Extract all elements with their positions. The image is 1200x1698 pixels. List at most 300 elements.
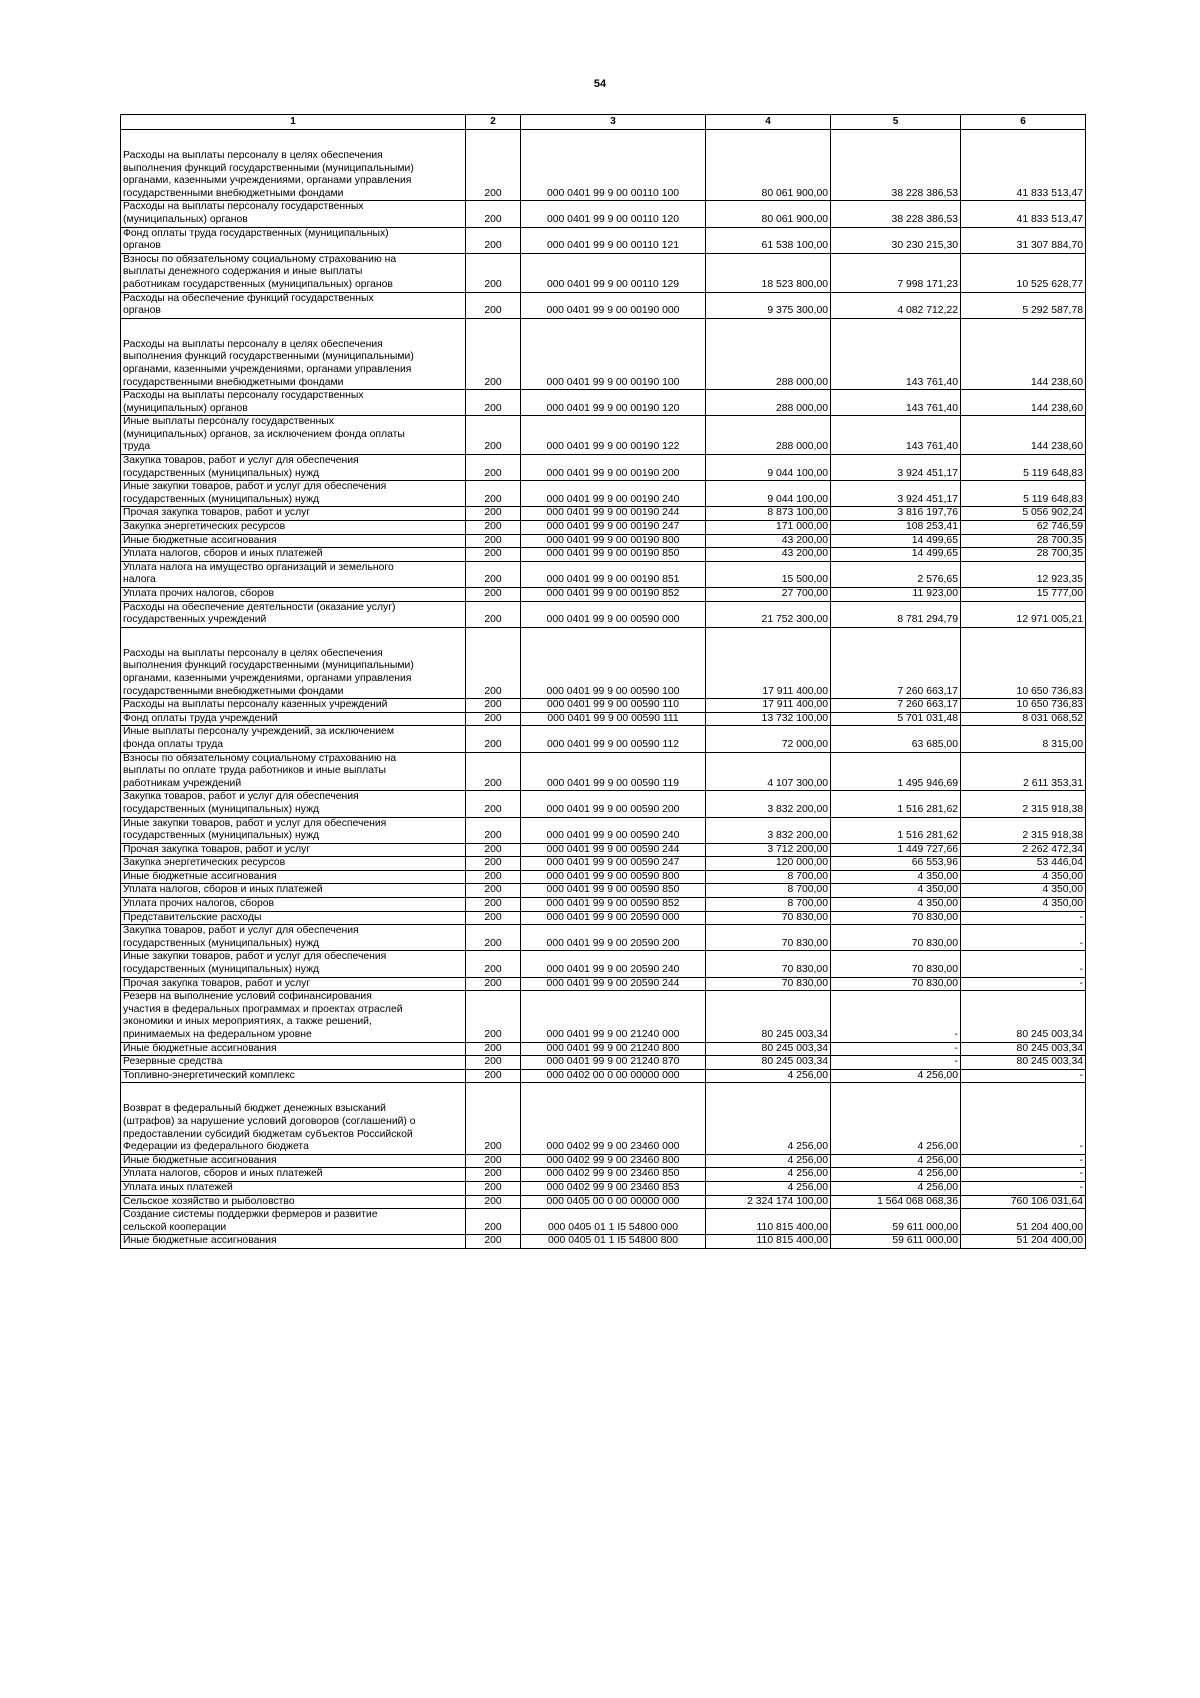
budget-classification-code-cell: 000 0405 01 1 I5 54800 800	[521, 1235, 706, 1249]
executed-amount-cell: 5 701 031,48	[831, 712, 961, 726]
unexecuted-amount-cell: 5 119 648,83	[961, 455, 1086, 481]
expense-name-cell	[121, 817, 466, 843]
expense-name-cell	[121, 1235, 466, 1249]
expense-name-text: Создание системы поддержки фермеров и развитие сельской кооперации	[123, 1209, 378, 1233]
unexecuted-amount-cell: 10 650 736,83	[961, 699, 1086, 713]
executed-amount-cell: -	[831, 1042, 961, 1056]
table-row	[121, 521, 1086, 535]
expense-name-cell	[121, 1154, 466, 1168]
executed-amount-cell: 14 499,65	[831, 534, 961, 548]
budget-classification-code-cell: 000 0401 99 9 00 00110 121	[521, 227, 706, 253]
expense-name-cell	[121, 1195, 466, 1209]
admin-code-cell: 200	[466, 1154, 521, 1168]
admin-code-cell: 200	[466, 627, 521, 698]
admin-code-cell: 200	[466, 991, 521, 1042]
expense-name-cell	[121, 977, 466, 991]
unexecuted-amount-cell: 12 923,35	[961, 561, 1086, 587]
executed-amount-cell: 70 830,00	[831, 951, 961, 977]
admin-code-cell: 200	[466, 521, 521, 535]
expense-name-text: Иные выплаты персоналу государственных (муниципальных) органов, за исключением фонда оплаты труда	[123, 416, 405, 453]
approved-amount-cell: 72 000,00	[706, 726, 831, 752]
expense-name-cell	[121, 911, 466, 925]
expense-name-cell	[121, 699, 466, 713]
approved-amount-cell: 80 245 003,34	[706, 1056, 831, 1070]
expense-name-text: Расходы на выплаты персоналу государственных (муниципальных) органов	[123, 390, 364, 414]
approved-amount-cell: 43 200,00	[706, 534, 831, 548]
budget-classification-code-cell: 000 0401 99 9 00 00590 852	[521, 898, 706, 912]
approved-amount-cell: 110 815 400,00	[706, 1209, 831, 1235]
budget-classification-code-cell: 000 0401 99 9 00 00590 112	[521, 726, 706, 752]
executed-amount-cell: 1 564 068 068,36	[831, 1195, 961, 1209]
expense-name-cell	[121, 925, 466, 951]
unexecuted-amount-cell: 10 650 736,83	[961, 627, 1086, 698]
expense-name-text: Иные закупки товаров, работ и услуг для обеспечения государственных (муниципальных) нужд	[123, 481, 387, 505]
unexecuted-amount-cell: -	[961, 1154, 1086, 1168]
expense-name-cell	[121, 1209, 466, 1235]
admin-code-cell: 200	[466, 1235, 521, 1249]
executed-amount-cell: 2 576,65	[831, 561, 961, 587]
executed-amount-cell: 143 761,40	[831, 318, 961, 389]
approved-amount-cell: 17 911 400,00	[706, 627, 831, 698]
expense-name-text: Иные закупки товаров, работ и услуг для обеспечения государственных (муниципальных) нужд	[123, 817, 387, 842]
unexecuted-amount-cell: 5 119 648,83	[961, 481, 1086, 507]
unexecuted-amount-cell: -	[961, 1181, 1086, 1195]
expense-name-cell	[121, 870, 466, 884]
expense-name-text: Закупка товаров, работ и услуг для обеспечения государственных (муниципальных) нужд	[123, 925, 359, 949]
budget-classification-code-cell: 000 0401 99 9 00 00190 850	[521, 548, 706, 562]
budget-classification-code-cell: 000 0401 99 9 00 00190 100	[521, 318, 706, 389]
budget-classification-code-cell: 000 0401 99 9 00 21240 000	[521, 991, 706, 1042]
budget-classification-code-cell: 000 0401 99 9 00 00590 850	[521, 884, 706, 898]
column-header-6: 6	[961, 115, 1086, 130]
admin-code-cell: 200	[466, 455, 521, 481]
executed-amount-cell: 38 228 386,53	[831, 201, 961, 227]
expense-name-text: Закупка энергетических ресурсов	[123, 521, 286, 533]
expense-name-text: Расходы на выплаты персоналу в целях обеспечения выполнения функций государственными (муниципальными) органами, казенными учреждениями, органами управления государственными внебюджетными фондами	[123, 150, 414, 199]
expense-name-text: Резерв на выполнение условий софинансирования участия в федеральных программах и проектах отраслей экономики и иных мероприятиях, а также решений, принимаемых на федеральном уровне	[123, 991, 403, 1040]
table-row	[121, 884, 1086, 898]
executed-amount-cell: 14 499,65	[831, 548, 961, 562]
expense-name-cell	[121, 1181, 466, 1195]
expense-name-cell	[121, 601, 466, 627]
approved-amount-cell: 288 000,00	[706, 416, 831, 455]
executed-amount-cell: 66 553,96	[831, 857, 961, 871]
executed-amount-cell: 4 256,00	[831, 1069, 961, 1083]
approved-amount-cell: 9 044 100,00	[706, 455, 831, 481]
executed-amount-cell: 4 256,00	[831, 1168, 961, 1182]
budget-classification-code-cell: 000 0401 99 9 00 21240 870	[521, 1056, 706, 1070]
unexecuted-amount-cell: 2 262 472,34	[961, 843, 1086, 857]
approved-amount-cell: 80 061 900,00	[706, 201, 831, 227]
approved-amount-cell: 4 256,00	[706, 1083, 831, 1154]
executed-amount-cell: 3 816 197,76	[831, 507, 961, 521]
executed-amount-cell: 108 253,41	[831, 521, 961, 535]
approved-amount-cell: 8 700,00	[706, 870, 831, 884]
executed-amount-cell: 1 516 281,62	[831, 791, 961, 817]
unexecuted-amount-cell: 2 315 918,38	[961, 791, 1086, 817]
table-row	[121, 870, 1086, 884]
expense-name-cell	[121, 130, 466, 201]
admin-code-cell: 200	[466, 898, 521, 912]
approved-amount-cell: 171 000,00	[706, 521, 831, 535]
table-row	[121, 627, 1086, 698]
budget-classification-code-cell: 000 0401 99 9 00 00190 122	[521, 416, 706, 455]
admin-code-cell: 200	[466, 951, 521, 977]
expense-name-text: Расходы на выплаты персоналу казенных учреждений	[123, 699, 388, 711]
expense-name-text: Резервные средства	[123, 1056, 223, 1068]
budget-classification-code-cell: 000 0401 99 9 00 00110 100	[521, 130, 706, 201]
approved-amount-cell: 4 256,00	[706, 1181, 831, 1195]
table-row	[121, 548, 1086, 562]
table-row	[121, 791, 1086, 817]
table-row	[121, 712, 1086, 726]
table-header-row	[121, 115, 1086, 130]
expense-name-cell	[121, 201, 466, 227]
unexecuted-amount-cell: 53 446,04	[961, 857, 1086, 871]
expense-name-cell	[121, 318, 466, 389]
executed-amount-cell: 4 082 712,22	[831, 292, 961, 318]
expense-name-text: Возврат в федеральный бюджет денежных взысканий (штрафов) за нарушение условий договоров (соглашений) о предоставлении субсидий бюджетам субъектов Российской Федерации из федерального бюджета	[123, 1103, 416, 1153]
admin-code-cell: 200	[466, 130, 521, 201]
budget-classification-code-cell: 000 0405 00 0 00 00000 000	[521, 1195, 706, 1209]
unexecuted-amount-cell: 80 245 003,34	[961, 1056, 1086, 1070]
approved-amount-cell: 13 732 100,00	[706, 712, 831, 726]
expense-name-cell	[121, 898, 466, 912]
column-header-2: 2	[466, 115, 521, 130]
admin-code-cell: 200	[466, 318, 521, 389]
approved-amount-cell: 18 523 800,00	[706, 253, 831, 292]
expense-name-cell	[121, 1056, 466, 1070]
expense-name-cell	[121, 1042, 466, 1056]
expense-name-text: Уплата прочих налогов, сборов	[123, 898, 275, 910]
unexecuted-amount-cell: -	[961, 911, 1086, 925]
budget-classification-code-cell: 000 0401 99 9 00 00590 119	[521, 752, 706, 791]
table-row	[121, 130, 1086, 201]
executed-amount-cell: 63 685,00	[831, 726, 961, 752]
budget-execution-table	[120, 114, 1086, 1249]
expense-name-text: Иные бюджетные ассигнования	[123, 870, 277, 882]
expense-name-cell	[121, 752, 466, 791]
expense-name-text: Прочая закупка товаров, работ и услуг	[123, 507, 311, 519]
expense-name-cell	[121, 843, 466, 857]
table-row	[121, 1069, 1086, 1083]
unexecuted-amount-cell: 760 106 031,64	[961, 1195, 1086, 1209]
admin-code-cell: 200	[466, 843, 521, 857]
executed-amount-cell: 143 761,40	[831, 416, 961, 455]
column-header-5: 5	[831, 115, 961, 130]
budget-classification-code-cell: 000 0401 99 9 00 00190 000	[521, 292, 706, 318]
admin-code-cell: 200	[466, 416, 521, 455]
table-row	[121, 911, 1086, 925]
expense-name-cell	[121, 588, 466, 602]
admin-code-cell: 200	[466, 712, 521, 726]
table-row	[121, 390, 1086, 416]
admin-code-cell: 200	[466, 227, 521, 253]
admin-code-cell: 200	[466, 726, 521, 752]
executed-amount-cell: 7 260 663,17	[831, 627, 961, 698]
table-row	[121, 481, 1086, 507]
approved-amount-cell: 9 044 100,00	[706, 481, 831, 507]
expense-name-cell	[121, 951, 466, 977]
expense-name-cell	[121, 884, 466, 898]
column-header-3: 3	[521, 115, 706, 130]
admin-code-cell: 200	[466, 534, 521, 548]
expense-name-text: Уплата налогов, сборов и иных платежей	[123, 1168, 323, 1180]
table-row	[121, 455, 1086, 481]
approved-amount-cell: 8 700,00	[706, 884, 831, 898]
admin-code-cell: 200	[466, 925, 521, 951]
budget-classification-code-cell: 000 0401 99 9 00 00190 240	[521, 481, 706, 507]
expense-name-cell	[121, 627, 466, 698]
unexecuted-amount-cell: 10 525 628,77	[961, 253, 1086, 292]
approved-amount-cell: 8 873 100,00	[706, 507, 831, 521]
executed-amount-cell: 4 256,00	[831, 1154, 961, 1168]
executed-amount-cell: 59 611 000,00	[831, 1209, 961, 1235]
expense-name-text: Представительские расходы	[123, 911, 262, 923]
expense-name-text: Закупка товаров, работ и услуг для обеспечения государственных (муниципальных) нужд	[123, 455, 359, 479]
approved-amount-cell: 80 245 003,34	[706, 1042, 831, 1056]
approved-amount-cell: 2 324 174 100,00	[706, 1195, 831, 1209]
executed-amount-cell: 1 516 281,62	[831, 817, 961, 843]
budget-classification-code-cell: 000 0401 99 9 00 00590 200	[521, 791, 706, 817]
approved-amount-cell: 4 256,00	[706, 1154, 831, 1168]
approved-amount-cell: 4 107 300,00	[706, 752, 831, 791]
column-header-4: 4	[706, 115, 831, 130]
budget-classification-code-cell: 000 0401 99 9 00 00190 852	[521, 588, 706, 602]
table-row	[121, 1181, 1086, 1195]
expense-name-cell	[121, 1069, 466, 1083]
table-row	[121, 857, 1086, 871]
unexecuted-amount-cell: 80 245 003,34	[961, 1042, 1086, 1056]
executed-amount-cell: 4 350,00	[831, 898, 961, 912]
unexecuted-amount-cell: 15 777,00	[961, 588, 1086, 602]
table-row	[121, 1168, 1086, 1182]
expense-name-text: Топливно-энергетический комплекс	[123, 1069, 295, 1081]
unexecuted-amount-cell: -	[961, 1069, 1086, 1083]
table-row	[121, 588, 1086, 602]
table-row	[121, 991, 1086, 1042]
unexecuted-amount-cell: -	[961, 925, 1086, 951]
admin-code-cell: 200	[466, 857, 521, 871]
unexecuted-amount-cell: 80 245 003,34	[961, 991, 1086, 1042]
table-row	[121, 1083, 1086, 1154]
expense-name-cell	[121, 726, 466, 752]
expense-name-cell	[121, 991, 466, 1042]
page-number: 54	[593, 78, 607, 90]
unexecuted-amount-cell: -	[961, 1083, 1086, 1154]
budget-classification-code-cell: 000 0401 99 9 00 00590 000	[521, 601, 706, 627]
expense-name-text: Уплата налогов, сборов и иных платежей	[123, 884, 323, 896]
executed-amount-cell: 30 230 215,30	[831, 227, 961, 253]
table-row	[121, 201, 1086, 227]
budget-classification-code-cell: 000 0401 99 9 00 00190 200	[521, 455, 706, 481]
table-row	[121, 534, 1086, 548]
unexecuted-amount-cell: 28 700,35	[961, 534, 1086, 548]
executed-amount-cell: 8 781 294,79	[831, 601, 961, 627]
approved-amount-cell: 80 245 003,34	[706, 991, 831, 1042]
unexecuted-amount-cell: 144 238,60	[961, 318, 1086, 389]
executed-amount-cell: 11 923,00	[831, 588, 961, 602]
approved-amount-cell: 80 061 900,00	[706, 130, 831, 201]
executed-amount-cell: 70 830,00	[831, 911, 961, 925]
expense-name-cell	[121, 712, 466, 726]
expense-name-cell	[121, 1168, 466, 1182]
approved-amount-cell: 61 538 100,00	[706, 227, 831, 253]
expense-name-cell	[121, 390, 466, 416]
expense-name-cell	[121, 561, 466, 587]
expense-name-cell	[121, 507, 466, 521]
admin-code-cell: 200	[466, 791, 521, 817]
budget-classification-code-cell: 000 0401 99 9 00 21240 800	[521, 1042, 706, 1056]
budget-classification-code-cell: 000 0401 99 9 00 00110 120	[521, 201, 706, 227]
expense-name-cell	[121, 857, 466, 871]
expense-name-text: Расходы на выплаты персоналу государственных (муниципальных) органов	[123, 201, 364, 225]
admin-code-cell: 200	[466, 1069, 521, 1083]
executed-amount-cell: 3 924 451,17	[831, 455, 961, 481]
executed-amount-cell: 143 761,40	[831, 390, 961, 416]
table-row	[121, 253, 1086, 292]
budget-classification-code-cell: 000 0401 99 9 00 00590 110	[521, 699, 706, 713]
budget-classification-code-cell: 000 0401 99 9 00 20590 240	[521, 951, 706, 977]
admin-code-cell: 200	[466, 507, 521, 521]
expense-name-text: Закупка товаров, работ и услуг для обеспечения государственных (муниципальных) нужд	[123, 791, 359, 815]
table-row	[121, 1195, 1086, 1209]
table-row	[121, 601, 1086, 627]
unexecuted-amount-cell: 5 056 902,24	[961, 507, 1086, 521]
expense-name-text: Прочая закупка товаров, работ и услуг	[123, 843, 311, 855]
expense-name-cell	[121, 548, 466, 562]
admin-code-cell: 200	[466, 481, 521, 507]
table-row	[121, 1042, 1086, 1056]
expense-name-text: Уплата налога на имущество организаций и земельного налога	[123, 561, 394, 586]
admin-code-cell: 200	[466, 1168, 521, 1182]
admin-code-cell: 200	[466, 1083, 521, 1154]
executed-amount-cell: 38 228 386,53	[831, 130, 961, 201]
expense-name-text: Расходы на выплаты персоналу в целях обеспечения выполнения функций государственными (муниципальными) органами, казенными учреждениями, органами управления государственными внебюджетными фондами	[123, 647, 414, 697]
expense-name-cell	[121, 791, 466, 817]
admin-code-cell: 200	[466, 1195, 521, 1209]
expense-name-text: Взносы по обязательному социальному страхованию на выплаты по оплате труда работников и иные выплаты работникам учреждений	[123, 752, 397, 789]
unexecuted-amount-cell: 4 350,00	[961, 898, 1086, 912]
budget-classification-code-cell: 000 0401 99 9 00 00590 244	[521, 843, 706, 857]
expense-name-text: Расходы на обеспечение деятельности (оказание услуг) государственных учреждений	[123, 601, 396, 626]
admin-code-cell: 200	[466, 977, 521, 991]
budget-classification-code-cell: 000 0402 00 0 00 00000 000	[521, 1069, 706, 1083]
unexecuted-amount-cell: 5 292 587,78	[961, 292, 1086, 318]
budget-classification-code-cell: 000 0401 99 9 00 00190 120	[521, 390, 706, 416]
budget-classification-code-cell: 000 0401 99 9 00 20590 000	[521, 911, 706, 925]
budget-classification-code-cell: 000 0402 99 9 00 23460 853	[521, 1181, 706, 1195]
budget-classification-code-cell: 000 0401 99 9 00 00590 240	[521, 817, 706, 843]
executed-amount-cell: 70 830,00	[831, 925, 961, 951]
admin-code-cell: 200	[466, 292, 521, 318]
expense-name-text: Фонд оплаты труда государственных (муниципальных) органов	[123, 227, 389, 252]
executed-amount-cell: -	[831, 1056, 961, 1070]
expense-name-text: Расходы на выплаты персоналу в целях обеспечения выполнения функций государственными (муниципальными) органами, казенными учреждениями, органами управления государственными внебюджетными фондами	[123, 338, 414, 388]
unexecuted-amount-cell: 51 204 400,00	[961, 1235, 1086, 1249]
admin-code-cell: 200	[466, 1181, 521, 1195]
approved-amount-cell: 27 700,00	[706, 588, 831, 602]
approved-amount-cell: 3 832 200,00	[706, 817, 831, 843]
table-row	[121, 318, 1086, 389]
table-row	[121, 951, 1086, 977]
unexecuted-amount-cell: -	[961, 977, 1086, 991]
executed-amount-cell: 1 495 946,69	[831, 752, 961, 791]
executed-amount-cell: 7 998 171,23	[831, 253, 961, 292]
table-row	[121, 752, 1086, 791]
approved-amount-cell: 3 832 200,00	[706, 791, 831, 817]
unexecuted-amount-cell: -	[961, 951, 1086, 977]
expense-name-text: Иные бюджетные ассигнования	[123, 1042, 277, 1054]
unexecuted-amount-cell: 51 204 400,00	[961, 1209, 1086, 1235]
budget-classification-code-cell: 000 0402 99 9 00 23460 800	[521, 1154, 706, 1168]
admin-code-cell: 200	[466, 601, 521, 627]
expense-name-cell	[121, 292, 466, 318]
unexecuted-amount-cell: 8 315,00	[961, 726, 1086, 752]
budget-classification-code-cell: 000 0401 99 9 00 00590 111	[521, 712, 706, 726]
unexecuted-amount-cell: 8 031 068,52	[961, 712, 1086, 726]
budget-classification-code-cell: 000 0401 99 9 00 00590 800	[521, 870, 706, 884]
approved-amount-cell: 8 700,00	[706, 898, 831, 912]
table-row	[121, 227, 1086, 253]
budget-classification-code-cell: 000 0401 99 9 00 00190 800	[521, 534, 706, 548]
budget-classification-code-cell: 000 0401 99 9 00 20590 244	[521, 977, 706, 991]
table-row	[121, 817, 1086, 843]
admin-code-cell: 200	[466, 548, 521, 562]
unexecuted-amount-cell: 62 746,59	[961, 521, 1086, 535]
unexecuted-amount-cell: 28 700,35	[961, 548, 1086, 562]
expense-name-cell	[121, 455, 466, 481]
table-row	[121, 507, 1086, 521]
approved-amount-cell: 15 500,00	[706, 561, 831, 587]
admin-code-cell: 200	[466, 390, 521, 416]
table-row	[121, 1056, 1086, 1070]
approved-amount-cell: 3 712 200,00	[706, 843, 831, 857]
expense-name-cell	[121, 416, 466, 455]
admin-code-cell: 200	[466, 1042, 521, 1056]
executed-amount-cell: 4 350,00	[831, 884, 961, 898]
admin-code-cell: 200	[466, 911, 521, 925]
expense-name-cell	[121, 521, 466, 535]
expense-name-text: Уплата иных платежей	[123, 1181, 233, 1193]
approved-amount-cell: 17 911 400,00	[706, 699, 831, 713]
admin-code-cell: 200	[466, 752, 521, 791]
approved-amount-cell: 9 375 300,00	[706, 292, 831, 318]
admin-code-cell: 200	[466, 1209, 521, 1235]
budget-classification-code-cell: 000 0401 99 9 00 20590 200	[521, 925, 706, 951]
expense-name-cell	[121, 253, 466, 292]
approved-amount-cell: 70 830,00	[706, 925, 831, 951]
unexecuted-amount-cell: 2 315 918,38	[961, 817, 1086, 843]
executed-amount-cell: 3 924 451,17	[831, 481, 961, 507]
table-row	[121, 977, 1086, 991]
expense-name-cell	[121, 1083, 466, 1154]
unexecuted-amount-cell: 12 971 005,21	[961, 601, 1086, 627]
approved-amount-cell: 43 200,00	[706, 548, 831, 562]
expense-name-cell	[121, 227, 466, 253]
executed-amount-cell: -	[831, 991, 961, 1042]
approved-amount-cell: 288 000,00	[706, 318, 831, 389]
expense-name-text: Прочая закупка товаров, работ и услуг	[123, 977, 311, 989]
admin-code-cell: 200	[466, 817, 521, 843]
unexecuted-amount-cell: 41 833 513,47	[961, 201, 1086, 227]
budget-classification-code-cell: 000 0401 99 9 00 00190 851	[521, 561, 706, 587]
executed-amount-cell: 4 256,00	[831, 1083, 961, 1154]
expense-name-text: Иные бюджетные ассигнования	[123, 534, 277, 546]
table-row	[121, 292, 1086, 318]
expense-name-text: Иные бюджетные ассигнования	[123, 1235, 277, 1247]
unexecuted-amount-cell: -	[961, 1168, 1086, 1182]
